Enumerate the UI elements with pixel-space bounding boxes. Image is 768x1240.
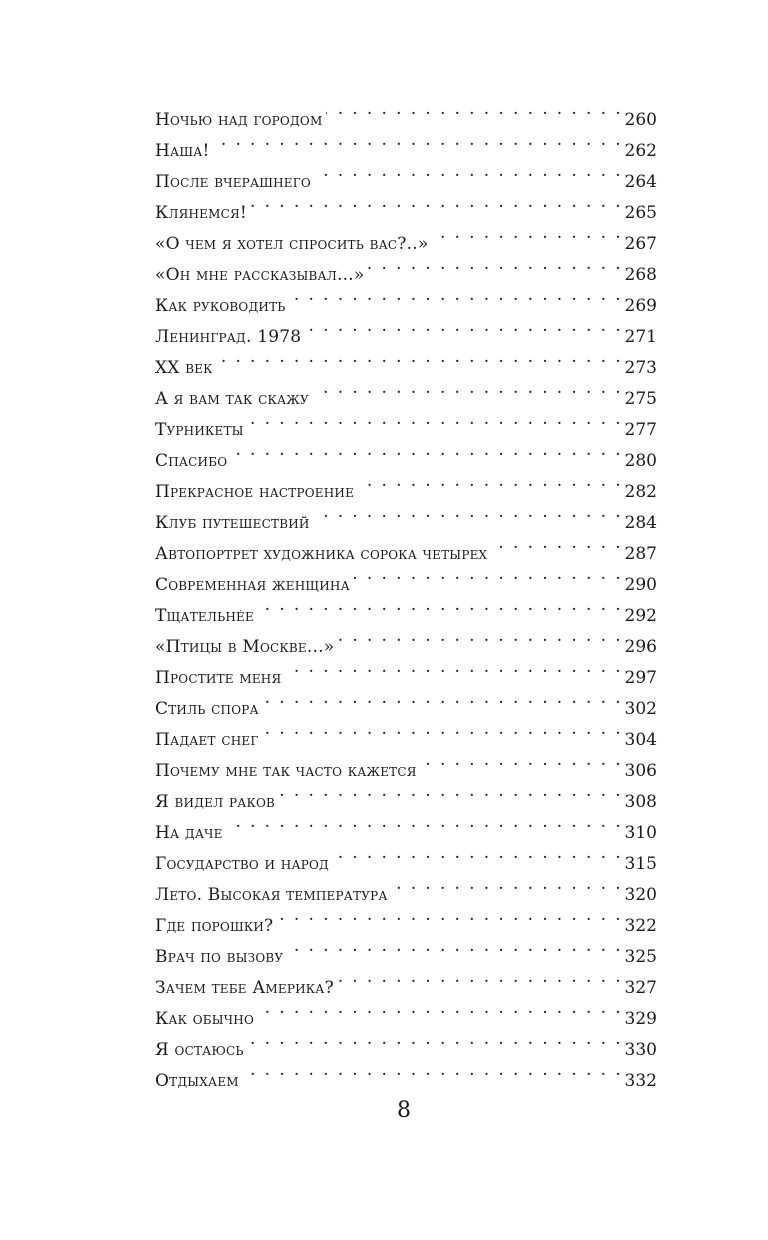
toc-entry-title: Почему мне так часто кажется — [155, 761, 417, 781]
dot-leader — [279, 776, 622, 807]
toc-entry-page: 315 — [624, 854, 657, 874]
toc-entry-page: 273 — [624, 358, 657, 378]
toc-entry-title: Прекрасное настроение — [155, 482, 355, 502]
toc-entry-page: 268 — [624, 265, 657, 285]
page-number: 8 — [397, 1098, 411, 1123]
toc-entry-page: 308 — [624, 792, 657, 812]
toc-entry-page: 327 — [624, 978, 657, 998]
toc-entry-title: Спасибо — [155, 451, 228, 471]
toc-entry-title: «Он мне рассказывал...» — [155, 265, 365, 285]
toc-entry-page: 297 — [624, 668, 657, 688]
toc-entry-title: Я остаюсь — [155, 1040, 244, 1060]
toc-entry-title: XX век — [155, 358, 213, 378]
toc-entry-page: 284 — [624, 513, 657, 533]
toc-entry-page: 302 — [624, 699, 657, 719]
dot-leader — [315, 156, 623, 187]
toc-entry-title: Я видел раков — [155, 792, 276, 812]
toc-entry-title: Отдыхаем — [155, 1071, 239, 1091]
dot-leader — [314, 497, 623, 528]
toc-entry — [155, 94, 657, 130]
toc-entry-title: Автопортрет художника сорока четырех — [155, 544, 488, 564]
toc-entry-title: «О чем я хотел спросить вас?..» — [155, 234, 429, 254]
dot-leader — [248, 404, 623, 435]
dot-leader — [258, 993, 623, 1024]
dot-leader — [251, 187, 623, 218]
toc-entry-page: 325 — [624, 947, 657, 967]
toc-entry-title: Современная женщина — [155, 575, 350, 595]
toc-entry-title: «Птицы в Москве...» — [155, 637, 335, 657]
dot-leader — [248, 1024, 623, 1055]
toc-entry-page: 264 — [624, 172, 657, 192]
toc-entry-page: 282 — [624, 482, 657, 502]
toc-entry-page: 260 — [624, 110, 657, 130]
dot-leader — [354, 559, 623, 590]
dot-leader — [227, 807, 623, 838]
toc-entry-page: 292 — [624, 606, 657, 626]
toc-entry-title: А я вам так скажу — [155, 389, 309, 409]
toc-entry-page: 287 — [624, 544, 657, 564]
toc-entry-title: Клянемся! — [155, 203, 247, 223]
toc-entry-title: Лето. Высокая температура — [155, 885, 388, 905]
toc-entry-title: Ночью над городом — [155, 110, 323, 130]
toc-entry-title: Где порошки? — [155, 916, 274, 936]
dot-leader — [338, 621, 622, 652]
toc-entry-title: Врач по вызову — [155, 947, 284, 967]
dot-leader — [285, 652, 622, 683]
dot-leader — [258, 590, 623, 621]
toc-entry-page: 262 — [624, 141, 657, 161]
dot-leader — [290, 280, 623, 311]
dot-leader — [305, 311, 622, 342]
toc-entry — [155, 838, 657, 874]
toc-entry — [155, 156, 657, 192]
toc-entry-page: 329 — [624, 1009, 657, 1029]
dot-leader — [421, 745, 623, 776]
dot-leader — [262, 714, 622, 745]
table-of-contents — [155, 94, 657, 1091]
dot-leader — [287, 931, 622, 962]
dot-leader — [432, 218, 622, 249]
dot-leader — [491, 528, 622, 559]
toc-entry-page: 280 — [624, 451, 657, 471]
toc-entry-page: 271 — [624, 327, 657, 347]
toc-entry-page: 296 — [624, 637, 657, 657]
toc-entry-page: 332 — [624, 1071, 657, 1091]
dot-leader — [263, 683, 623, 714]
toc-entry-title: После вчерашнего — [155, 172, 311, 192]
dot-leader — [313, 373, 623, 404]
toc-entry-page: 267 — [624, 234, 657, 254]
toc-entry-title: Падает снег — [155, 730, 259, 750]
toc-entry — [155, 373, 657, 409]
dot-leader — [217, 342, 623, 373]
toc-entry-title: Тщательнée — [155, 606, 254, 626]
toc-entry-page: 269 — [624, 296, 657, 316]
toc-entry-title: Стиль спора — [155, 699, 259, 719]
toc-entry-page: 275 — [624, 389, 657, 409]
toc-entry-page: 265 — [624, 203, 657, 223]
toc-entry-title: На даче — [155, 823, 223, 843]
dot-leader — [358, 466, 622, 497]
toc-entry-title: Как обычно — [155, 1009, 254, 1029]
toc-entry-title: Клуб путешествий — [155, 513, 310, 533]
toc-entry — [155, 435, 657, 471]
dot-leader — [368, 249, 622, 280]
toc-entry-page: 277 — [624, 420, 657, 440]
toc-entry — [155, 125, 657, 161]
toc-entry-page: 304 — [624, 730, 657, 750]
toc-entry-title: Как руководить — [155, 296, 286, 316]
toc-entry-page: 320 — [624, 885, 657, 905]
toc-entry — [155, 342, 657, 378]
toc-entry-page: 322 — [624, 916, 657, 936]
dot-leader — [326, 94, 622, 125]
dot-leader — [333, 838, 623, 869]
toc-entry-page: 310 — [624, 823, 657, 843]
dot-leader — [338, 962, 623, 993]
toc-entry-page: 290 — [624, 575, 657, 595]
dot-leader — [243, 1055, 623, 1086]
toc-entry — [155, 466, 657, 502]
toc-entry-title: Турникеты — [155, 420, 244, 440]
toc-entry-title: Простите меня — [155, 668, 282, 688]
toc-entry-title: Государство и народ — [155, 854, 330, 874]
dot-leader — [231, 435, 622, 466]
toc-entry-title: Зачем тебе Америка? — [155, 978, 334, 998]
toc-entry-title: Ленинград. 1978 — [155, 327, 302, 347]
toc-entry-title: Наша! — [155, 141, 210, 161]
toc-entry-page: 306 — [624, 761, 657, 781]
toc-entry — [155, 807, 657, 843]
toc-entry-page: 330 — [624, 1040, 657, 1060]
dot-leader — [392, 869, 623, 900]
dot-leader — [214, 125, 623, 156]
dot-leader — [277, 900, 622, 931]
